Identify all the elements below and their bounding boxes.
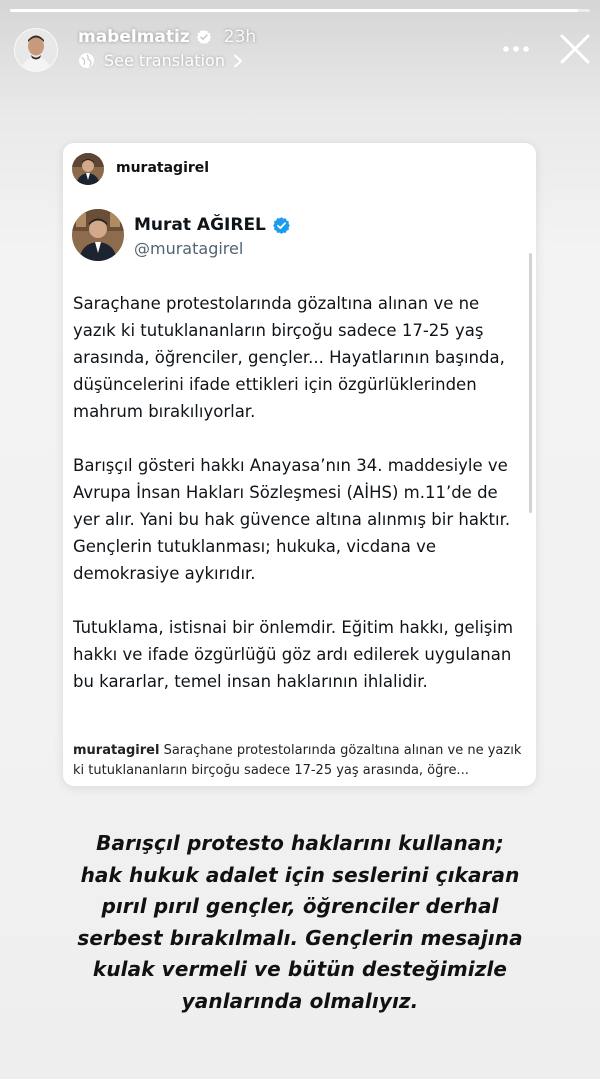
story-text-line: hak hukuk adalet için seslerini çıkaran [80, 862, 520, 887]
tweet-author-name-row [134, 215, 291, 235]
profile-photo-icon [15, 29, 57, 71]
story-header [0, 22, 600, 82]
caption-username[interactable]: muratagirel [73, 743, 160, 758]
story-username-row[interactable] [78, 27, 256, 47]
verified-badge-icon [272, 216, 291, 235]
caption-text: Saraçhane protestolarında gözaltına alınan ve ne yazık ki tutuklananların birçoğu sadece 17-25 yaş arasında, öğre... [73, 743, 522, 778]
story-time-ago: 23h [223, 27, 257, 47]
tweet-body [73, 290, 523, 722]
story-text-line: pırıl pırıl gençler, öğrenciler derhal [101, 894, 499, 918]
profile-photo-icon [72, 153, 104, 185]
story-progress-bar [10, 9, 590, 12]
see-translation-label: See translation [104, 51, 225, 70]
story-username[interactable]: mabelmatiz [78, 27, 190, 47]
tweet-screenshot [63, 193, 536, 738]
story-text-line: serbest bırakılmalı. Gençlerin mesajına [77, 925, 523, 950]
post-caption[interactable] [73, 741, 523, 781]
tweet-paragraph: Saraçhane protestolarında gözaltına alınan ve ne yazık ki tutuklananların birçoğu sadece 17-25 yaş arasında, öğrenciler, gençler... Hayatlarının başında, düşüncelerini ifade ettikleri için özgürlüklerinden mahrum bırakılıyorlar. [73, 294, 505, 421]
globe-icon [78, 52, 95, 69]
more-dots-icon [500, 36, 532, 62]
story-overlay-text [30, 828, 570, 1017]
story-text-line: yanlarında olmalıyız. [181, 988, 419, 1013]
post-avatar[interactable] [72, 153, 104, 185]
tweet-avatar [72, 209, 124, 261]
shared-post-card[interactable] [63, 143, 536, 786]
tweet-paragraph: Barışçıl gösteri hakkı Anayasa’nın 34. maddesiyle ve Avrupa İnsan Hakları Sözleşmesi (AİHS) m.11’de de yer alır. Yani bu hak güvence altına alınmış bir haktır. Gençlerin tutuklanması; hukuka, vicdana ve demokrasiye aykırıdır. [73, 456, 511, 583]
verified-badge-icon [196, 29, 212, 45]
shared-post-header[interactable] [63, 143, 536, 193]
tweet-handle: @muratagirel [134, 239, 244, 258]
more-options-button[interactable] [500, 36, 532, 62]
story-progress-fill [10, 9, 578, 12]
post-username[interactable]: muratagirel [116, 160, 210, 176]
tweet-paragraph: Tutuklama, istisnai bir önlemdir. Eğitim hakkı, gelişim hakkı ve ifade özgürlüğü göz ardı edilerek uygulanan bu kararlar, temel insan haklarının ihlalidir. [73, 618, 514, 691]
profile-photo-icon [72, 209, 124, 261]
story-text-line: kulak vermeli ve bütün desteğimizle [92, 957, 508, 981]
see-translation-button[interactable] [78, 51, 243, 70]
close-icon [558, 32, 592, 66]
chevron-right-icon [233, 54, 243, 68]
avatar[interactable] [14, 28, 58, 72]
tweet-author-name: Murat AĞIREL [134, 215, 266, 235]
story-text-line: Barışçıl protesto haklarını kullanan; [96, 831, 504, 855]
close-button[interactable] [558, 32, 592, 66]
tweet-scrollbar[interactable] [529, 253, 532, 513]
